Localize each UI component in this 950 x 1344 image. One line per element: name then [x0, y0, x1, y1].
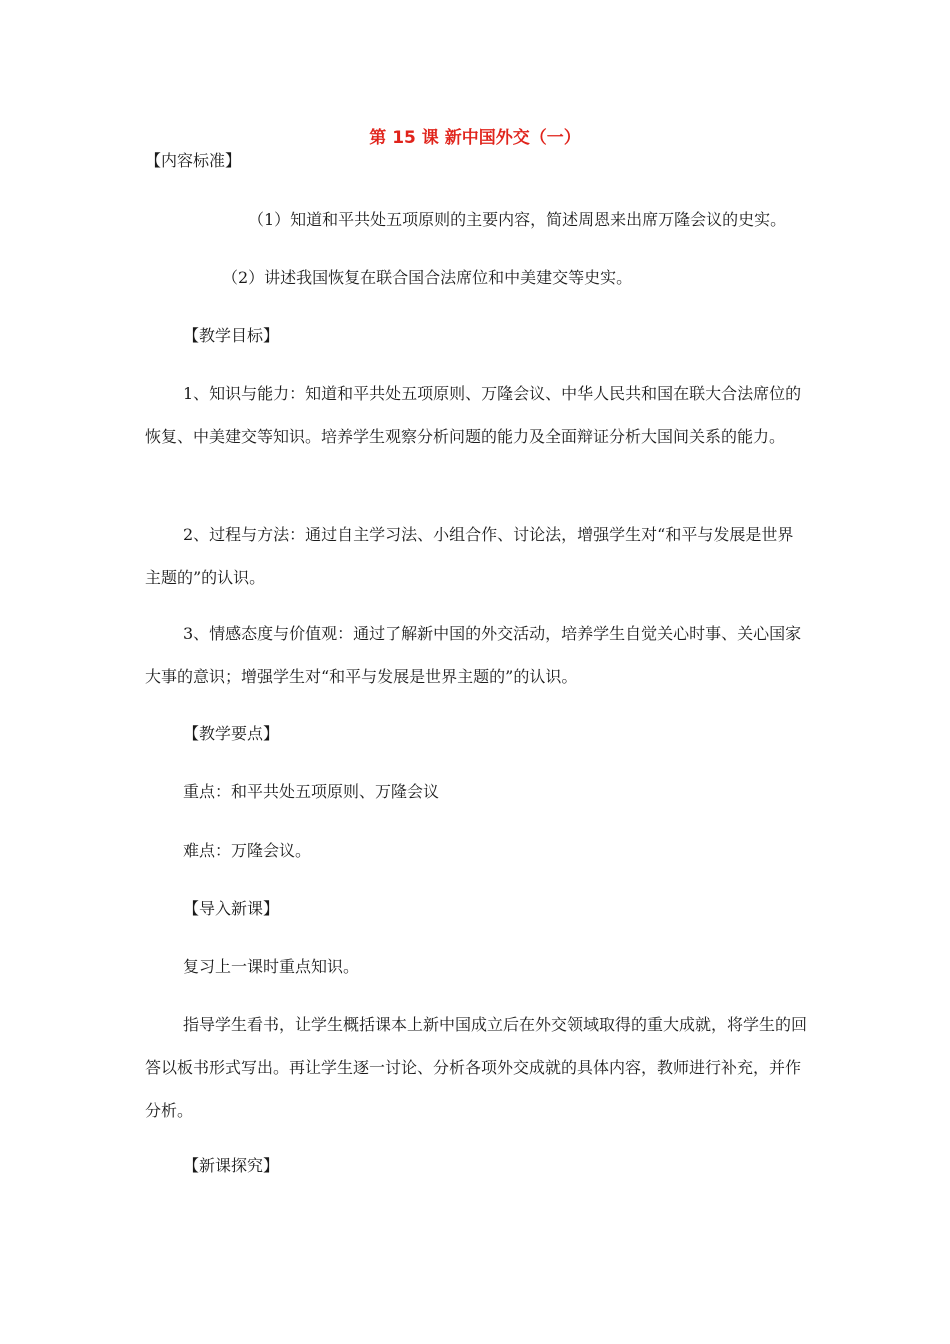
key-point-difficulty: 难点：万隆会议。 — [183, 841, 312, 860]
teaching-goal-3 — [145, 612, 807, 698]
teaching-goal-1 — [145, 372, 807, 458]
intro-guide — [145, 1003, 807, 1132]
lesson-title: 第 15 课 新中国外交（一） — [369, 128, 581, 148]
teaching-goal-2 — [145, 513, 807, 599]
key-point-focus: 重点：和平共处五项原则、万隆会议 — [183, 782, 440, 801]
content-standard-heading: 【内容标准】 — [145, 151, 242, 170]
content-standard-item-1: （1）知道和平共处五项原则的主要内容，简述周恩来出席万隆会议的史实。 — [248, 210, 787, 229]
key-points-heading: 【教学要点】 — [183, 724, 280, 743]
intro-review: 复习上一课时重点知识。 — [183, 957, 360, 976]
teaching-goals-heading: 【教学目标】 — [183, 326, 280, 345]
content-standard-item-2: （2）讲述我国恢复在联合国合法席位和中美建交等史实。 — [222, 268, 633, 287]
explore-heading: 【新课探究】 — [183, 1156, 280, 1175]
teaching-goal-3-text: 3、情感态度与价值观：通过了解新中国的外交活动，培养学生自觉关心时事、关心国家大事的意识；增强学生对“和平与发展是世界主题的”的认识。 — [145, 624, 802, 686]
intro-heading: 【导入新课】 — [183, 899, 280, 918]
teaching-goal-2-text: 2、过程与方法：通过自主学习法、小组合作、讨论法，增强学生对“和平与发展是世界主题的”的认识。 — [145, 525, 794, 587]
intro-guide-text: 指导学生看书，让学生概括课本上新中国成立后在外交领域取得的重大成就，将学生的回答以板书形式写出。再让学生逐一讨论、分析各项外交成就的具体内容，教师进行补充，并作分析。 — [145, 1015, 808, 1120]
teaching-goal-1-text: 1、知识与能力：知道和平共处五项原则、万隆会议、中华人民共和国在联大合法席位的恢复、中美建交等知识。培养学生观察分析问题的能力及全面辩证分析大国间关系的能力。 — [145, 384, 802, 446]
